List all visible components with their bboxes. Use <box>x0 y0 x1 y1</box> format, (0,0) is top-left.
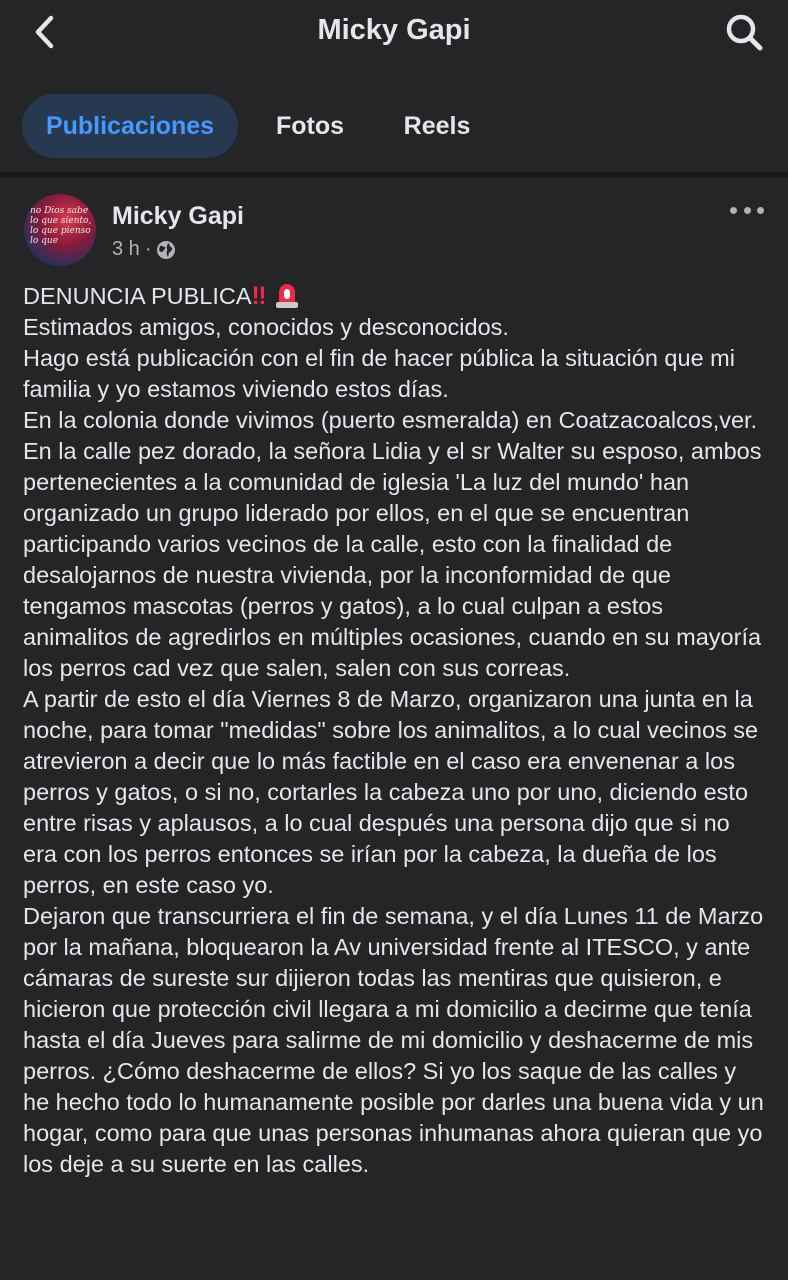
post-paragraph: Hago está publicación con el fin de hacer pública la situación que mi familia y yo estamos viviendo estos días. <box>23 345 735 402</box>
globe-icon <box>156 240 176 260</box>
tab-publicaciones[interactable]: Publicaciones <box>22 94 238 158</box>
siren-icon <box>274 280 300 308</box>
more-options-button[interactable] <box>730 200 764 220</box>
search-icon <box>725 13 763 51</box>
double-exclamation-icon: ‼ <box>251 282 264 310</box>
search-button[interactable] <box>722 10 766 54</box>
avatar[interactable] <box>24 194 96 266</box>
page-title: Micky Gapi <box>317 14 471 46</box>
post-author-name[interactable]: Micky Gapi <box>112 202 244 230</box>
top-bar <box>0 0 788 64</box>
profile-tabs <box>0 92 788 160</box>
meta-separator: · <box>144 238 152 260</box>
post-paragraph: Estimados amigos, conocidos y desconocidos. <box>23 314 509 340</box>
post-meta <box>112 238 176 261</box>
post-heading: DENUNCIA PUBLICA <box>23 283 252 309</box>
more-dot <box>744 207 751 214</box>
post-heading-line <box>23 280 768 312</box>
post-body <box>23 280 768 1180</box>
post-paragraph: Dejaron que transcurriera el fin de semana, y el día Lunes 11 de Marzo por la mañana, bloquearon la Av universidad frente al ITESCO, y ante cámaras de sureste sur dijieron todas las mentiras que quisieron, e hicieron que protección civil llegara a mi domicilio a decirme que tenía hasta el día Jueves para salirme de mi domicilio y deshacerme de mis perros. ¿Cómo deshacerme de ellos? Si yo los saque de las calles y he hecho todo lo humanamente posible por darles una buena vida y un hogar, como para que unas personas inhumanas ahora quieran que yo los deje a su suerte en las calles. <box>23 903 764 1177</box>
post-paragraph: A partir de esto el día Viernes 8 de Marzo, organizaron una junta en la noche, para tomar "medidas" sobre los animalitos, a lo cual vecinos se atrevieron a decir que lo más factible en el caso era envenenar a los perros y gatos, o si no, cortarles la cabeza uno por uno, diciendo esto entre risas y aplausos, a lo cual después una persona dijo que si no era con los perros entonces se irían por la cabeza, la dueña de los perros, en este caso yo. <box>23 686 759 898</box>
more-dots-icon <box>730 207 737 214</box>
post-paragraph: En la colonia donde vivimos (puerto esmeralda) en Coatzacoalcos,ver. En la calle pez dorado, la señora Lidia y el sr Walter su esposo, ambos pertenecientes a la comunidad de iglesia 'La luz del mundo' han organizado un grupo liderado por ellos, en el que se encuentran participando varios vecinos de la calle, esto con la finalidad de desalojarnos de nuestra vivienda, por la inconformidad de que tengamos mascotas (perros y gatos), a lo cual culpan a estos animalitos de agredirlos en múltiples ocasiones, cuando en su mayoría los perros cad vez que salen, salen con sus correas. <box>23 407 762 681</box>
tab-fotos[interactable]: Fotos <box>275 112 345 140</box>
tab-reels[interactable]: Reels <box>403 112 471 140</box>
post-time[interactable]: 3 h <box>112 238 140 260</box>
avatar-text: no Dios sabe lo que siento, lo que pienso lo que <box>30 206 92 246</box>
more-dot <box>757 207 764 214</box>
post-header <box>0 178 788 278</box>
